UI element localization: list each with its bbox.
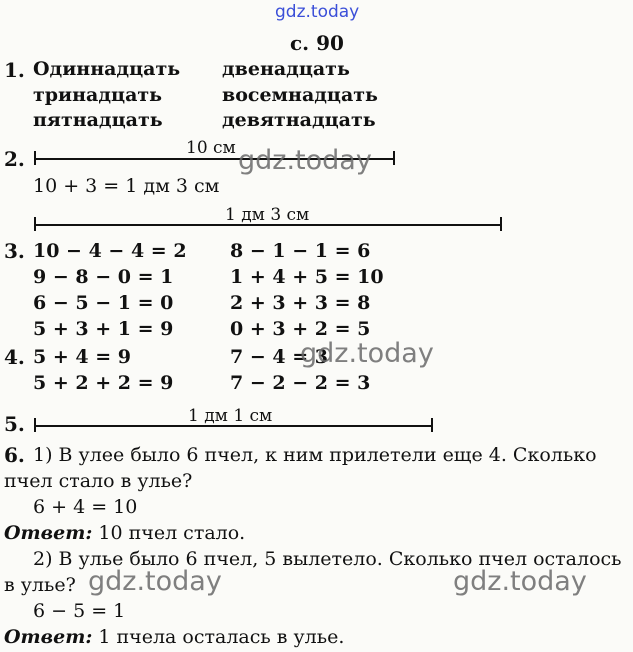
task1-item: двенадцать xyxy=(222,58,350,80)
answer-text: 1 пчела осталась в улье. xyxy=(98,626,345,648)
task3-equation: 9 − 8 − 0 = 1 xyxy=(33,266,174,288)
watermark: gdz.today xyxy=(238,145,372,176)
task1-item: Одиннадцать xyxy=(33,58,181,80)
watermark: gdz.today xyxy=(300,338,434,369)
task3-equation: 6 − 5 − 1 = 0 xyxy=(33,292,174,314)
task4-number: 4. xyxy=(4,345,25,369)
answer-label: Ответ: xyxy=(4,522,93,544)
watermark: gdz.today xyxy=(453,566,587,597)
task1-number: 1. xyxy=(4,58,25,82)
task1-item: тринадцать xyxy=(33,84,163,106)
answer-text: 10 пчел стало. xyxy=(98,522,246,544)
task6-text: в улье? xyxy=(4,574,76,596)
task6-number: 6. xyxy=(4,443,25,467)
task3-equation: 1 + 4 + 5 = 10 xyxy=(230,266,384,288)
task1-item: восемнадцать xyxy=(222,84,378,106)
task3-number: 3. xyxy=(4,239,25,263)
task6-equation: 6 + 4 = 10 xyxy=(33,496,138,518)
task4-equation: 7 − 4 = 3 xyxy=(230,346,328,368)
task2-equation: 10 + 3 = 1 дм 3 см xyxy=(33,175,220,197)
segment-1dm1cm xyxy=(35,425,433,427)
task6-text: 1) В улее было 6 пчел, к ним прилетели еще 4. Сколько xyxy=(33,444,597,466)
task3-equation: 8 − 1 − 1 = 6 xyxy=(230,240,371,262)
page-number: с. 90 xyxy=(290,31,344,55)
segment-tick xyxy=(34,217,36,231)
segment-tick xyxy=(34,151,36,165)
watermark: gdz.today xyxy=(88,566,222,597)
segment-1dm3cm xyxy=(35,224,502,226)
task1-item: пятнадцать xyxy=(33,109,163,131)
segment-label: 1 дм 1 см xyxy=(188,406,273,426)
task6-text: пчел стало в улье? xyxy=(4,470,193,492)
task4-equation: 5 + 4 = 9 xyxy=(33,346,131,368)
task6-answer xyxy=(4,522,245,544)
task4-equation: 5 + 2 + 2 = 9 xyxy=(33,372,174,394)
answer-label: Ответ: xyxy=(4,626,93,648)
task1-item: девятнадцать xyxy=(222,109,376,131)
watermark-top: gdz.today xyxy=(275,2,360,22)
segment-tick xyxy=(500,217,502,231)
task4-equation: 7 − 2 − 2 = 3 xyxy=(230,372,371,394)
task6-answer xyxy=(4,626,344,648)
task3-equation: 2 + 3 + 3 = 8 xyxy=(230,292,371,314)
task5-number: 5. xyxy=(4,412,25,436)
task3-equation: 10 − 4 − 4 = 2 xyxy=(33,240,187,262)
task3-equation: 5 + 3 + 1 = 9 xyxy=(33,318,174,340)
task2-number: 2. xyxy=(4,147,25,171)
segment-label: 1 дм 3 см xyxy=(225,205,310,225)
segment-tick xyxy=(393,151,395,165)
segment-tick xyxy=(34,418,36,432)
segment-label: 10 см xyxy=(186,138,236,158)
task3-equation: 0 + 3 + 2 = 5 xyxy=(230,318,371,340)
segment-tick xyxy=(431,418,433,432)
task6-equation: 6 − 5 = 1 xyxy=(33,600,126,622)
task6-text: 2) В улье было 6 пчел, 5 вылетело. Сколько пчел осталось xyxy=(33,548,622,570)
